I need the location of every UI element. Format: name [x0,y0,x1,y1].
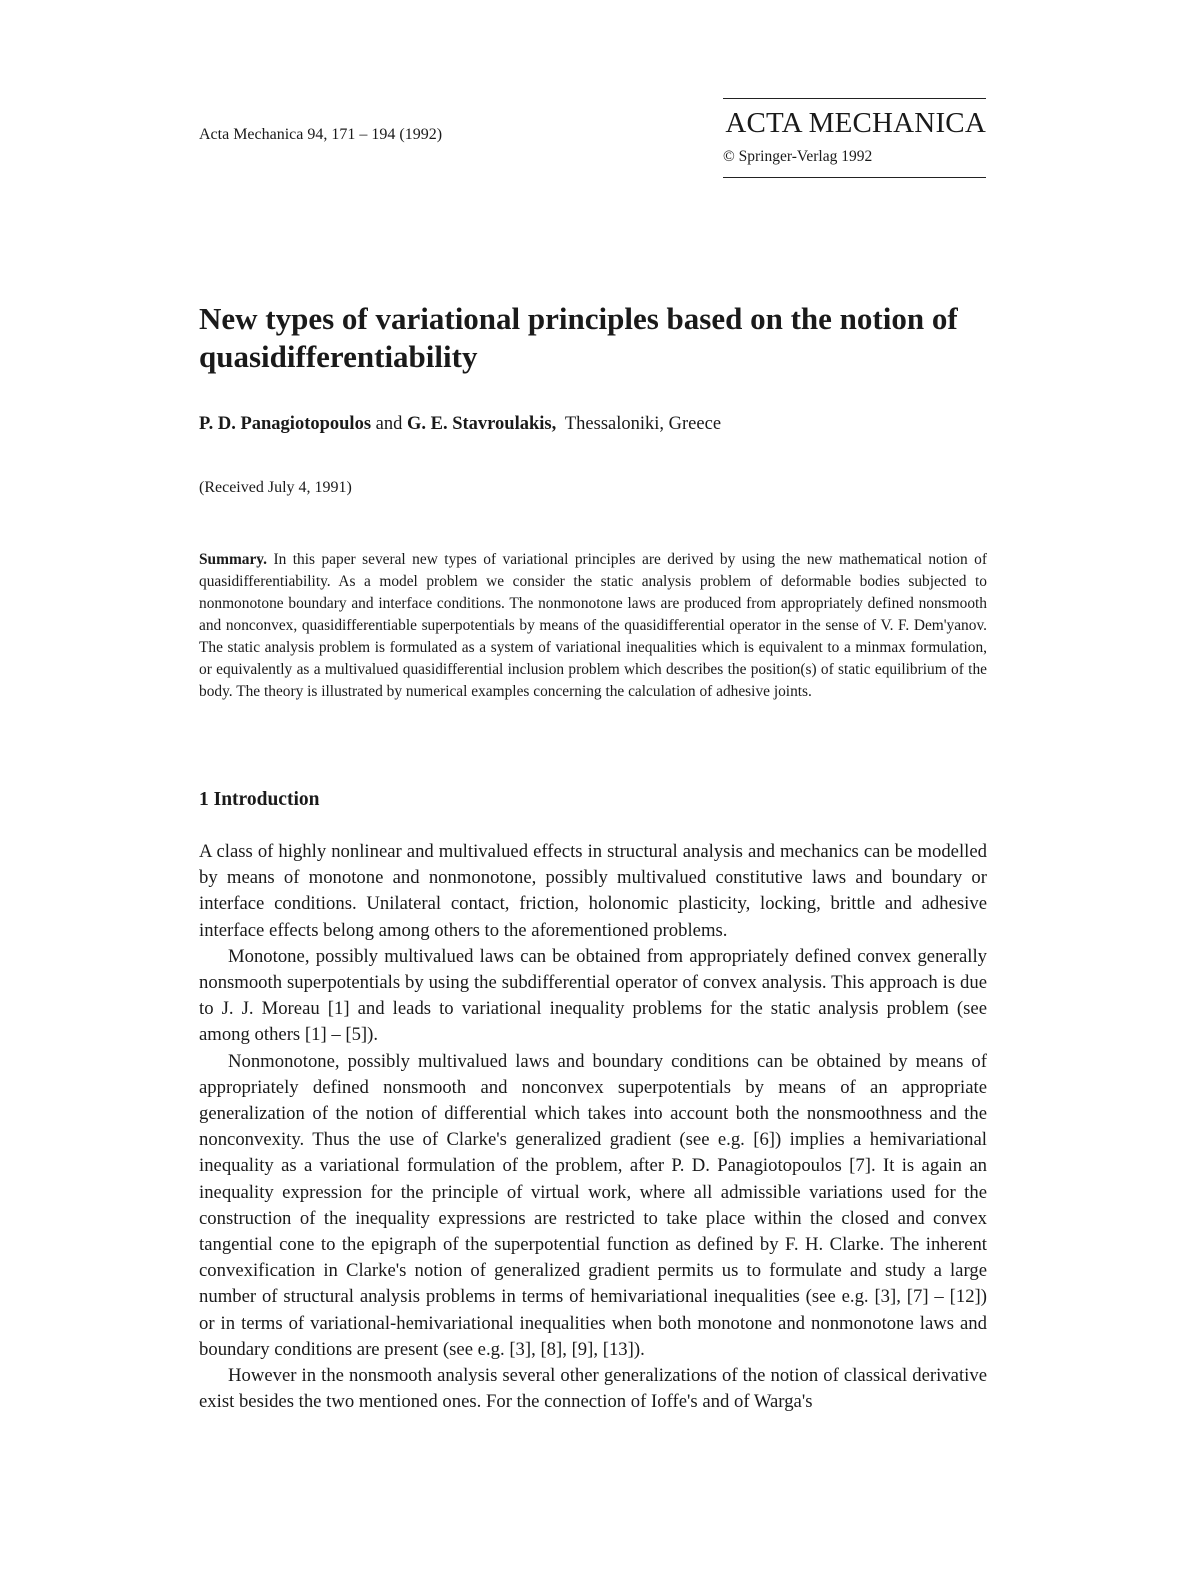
author-location: Thessaloniki, Greece [564,414,722,434]
received-date: (Received July 4, 1991) [199,479,352,496]
publisher-copyright: © Springer-Verlag 1992 [723,148,873,165]
author-2: G. E. Stavroulakis, [407,414,557,434]
journal-masthead [723,98,986,178]
body-text [199,839,987,1415]
abstract-text: In this paper several new types of variational principles are derived by using the new mathematical notion of quasidifferentiability. As a model problem we consider the static analysis problem of deformable bodies subjected to nonmonotone boundary and interface conditions. The nonmonotone laws are produced from appropriately defined nonsmooth and nonconvex, quasidifferentiable superpotentials by means of the quasidifferential operator in the sense of V. F. Dem'yanov. The static analysis problem is formulated as a system of variational inequalities which is equivalent to a minmax formulation, or equivalently as a multivalued quasidifferential inclusion problem which describes the position(s) of static equilibrium of the body. The theory is illustrated by numerical examples concerning the calculation of adhesive joints. [199,551,987,700]
paragraph: However in the nonsmooth analysis several other generalizations of the notion of classical derivative exist besides the two mentioned ones. For the connection of Ioffe's and of Warga's [199,1365,987,1413]
abstract-label: Summary. [199,551,267,568]
paragraph: Nonmonotone, possibly multivalued laws and boundary conditions can be obtained by means of appropriately defined nonsmooth and nonconvex superpotentials by means of an appropriate generalization of the notion of differential which takes into account both the nonsmoothness and the nonconvexity. Thus the use of Clarke's generalized gradient (see e.g. [6]) implies a hemivariational inequality as a variational formulation of the problem, after P. D. Panagiotopoulos [7]. It is again an inequality expression for the principle of virtual work, where all admissible variations used for the construction of the inequality expressions are restricted to take place within the closed and convex tangential cone to the epigraph of the superpotential function as defined by F. H. Clarke. The inherent convexification in Clarke's notion of generalized gradient permits us to formulate and study a large number of structural analysis problems in terms of hemivariational inequalities (see e.g. [3], [7] – [12]) or in terms of variational-hemivariational inequalities when both monotone and nonmonotone laws and boundary conditions are present (see e.g. [3], [8], [9], [13]). [199,1050,987,1360]
section-heading: 1 Introduction [199,789,320,810]
abstract [199,549,987,703]
journal-citation: Acta Mechanica 94, 171 – 194 (1992) [199,126,443,143]
author-line [199,414,721,435]
author-conjunction: and [375,414,403,434]
article-title: New types of variational principles based on the notion of quasidifferentiability [199,301,958,374]
paragraph: A class of highly nonlinear and multivalued effects in structural analysis and mechanics can be modelled by means of monotone and nonmonotone, possibly multivalued constitutive laws and boundary or interface conditions. Unilateral contact, friction, holonomic plasticity, locking, brittle and adhesive interface effects belong among others to the aforementioned problems. [199,841,987,941]
author-1: P. D. Panagiotopoulos [199,414,372,434]
paragraph: Monotone, possibly multivalued laws can be obtained from appropriately defined convex generally nonsmooth superpotentials by using the subdifferential operator of convex analysis. This approach is due to J. J. Moreau [1] and leads to variational inequality problems for the static analysis problem (see among others [1] – [5]). [199,945,987,1046]
journal-name: ACTA MECHANICA [725,107,986,139]
